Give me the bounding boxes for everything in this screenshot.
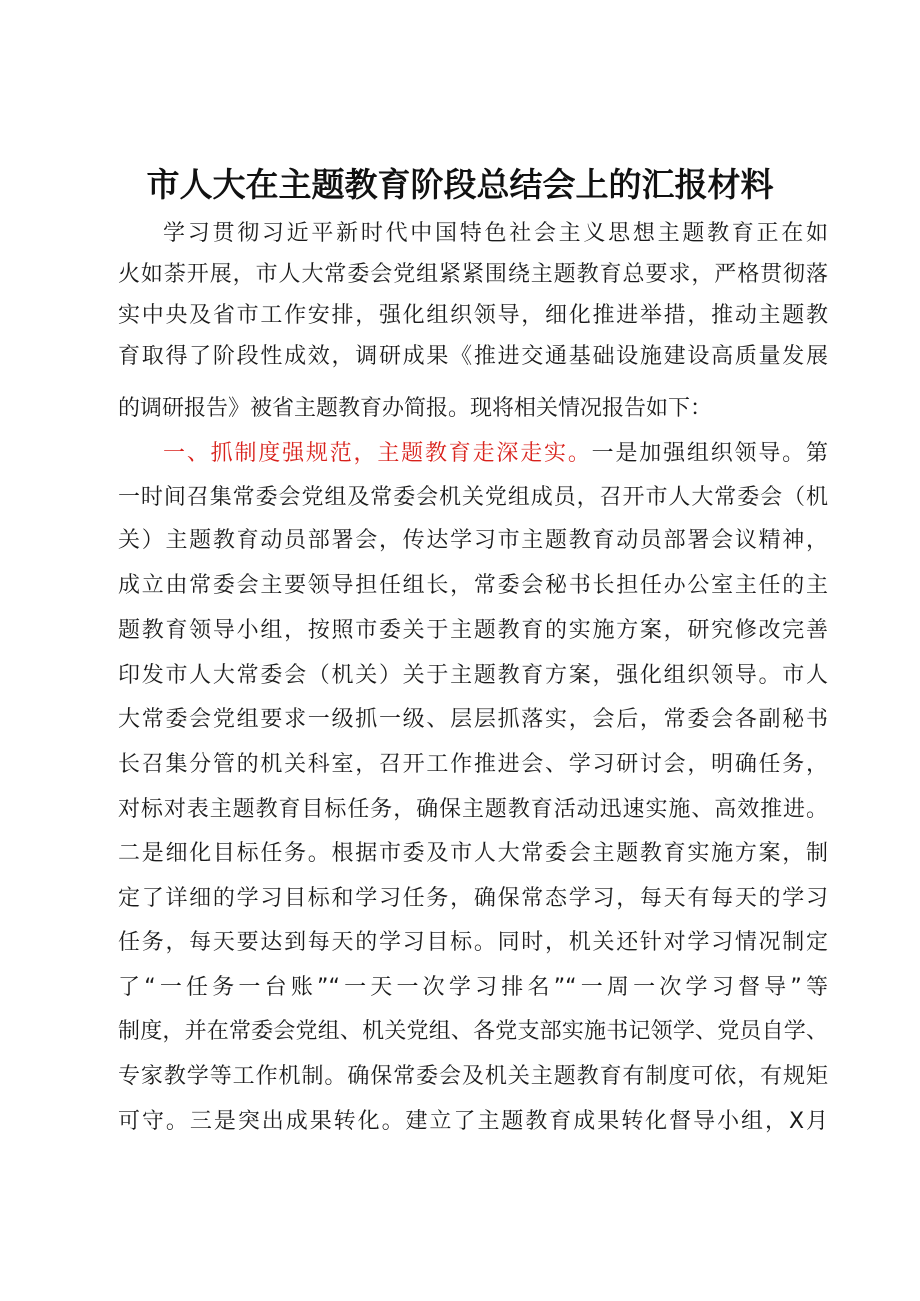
document-title: 市人大在主题教育阶段总结会上的汇报材料: [146, 165, 774, 204]
paragraph-line: 定了详细的学习目标和学习任务，确保常态学习，每天有每天的学习: [118, 886, 828, 911]
paragraph-line: 了“一任务一台账”“一天一次学习排名”“一周一次学习督导”等: [118, 975, 828, 1000]
paragraph-line: 火如荼开展，市人大常委会党组紧紧围绕主题教育总要求，严格贯彻落: [118, 262, 828, 287]
paragraph-line: 可守。三是突出成果转化。建立了主题教育成果转化督导小组，X月: [118, 1109, 828, 1134]
paragraph-line: 对标对表主题教育目标任务，确保主题教育活动迅速实施、高效推进。: [118, 797, 828, 822]
paragraph-line: 育取得了阶段性成效，调研成果《推进交通基础设施建设高质量发展: [118, 344, 828, 369]
paragraph-line: 长召集分管的机关科室，召开工作推进会、学习研讨会，明确任务，: [118, 752, 828, 777]
paragraph-line: 任务，每天要达到每天的学习目标。同时，机关还针对学习情况制定: [118, 930, 828, 955]
paragraph-line: 印发市人大常委会（机关）关于主题教育方案，强化组织领导。市人: [118, 663, 828, 688]
paragraph-line: 一时间召集常委会党组及常委会机关党组成员，召开市人大常委会（机: [118, 485, 828, 510]
paragraph-line: 题教育领导小组，按照市委关于主题教育的实施方案，研究修改完善: [118, 618, 828, 643]
paragraph-text: 一是加强组织领导。第: [591, 441, 828, 466]
paragraph-first-line: [163, 434, 828, 474]
paragraph-line: 关）主题教育动员部署会，传达学习市主题教育动员部署会议精神，: [118, 528, 828, 553]
section-heading: 一、抓制度强规范，主题教育走深走实。: [163, 441, 592, 466]
paragraph-line: 制度，并在常委会党组、机关党组、各党支部实施书记领学、党员自学、: [118, 1019, 828, 1044]
paragraph-line: 学习贯彻习近平新时代中国特色社会主义思想主题教育正在如: [163, 221, 828, 246]
paragraph-line: 大常委会党组要求一级抓一级、层层抓落实，会后，常委会各副秘书: [118, 707, 828, 732]
paragraph-line: 实中央及省市工作安排，强化组织领导，细化推进举措，推动主题教: [118, 303, 828, 328]
paragraph-line: 的调研报告》被省主题教育办简报。现将相关情况报告如下：: [118, 396, 713, 421]
paragraph-line: 二是细化目标任务。根据市委及市人大常委会主题教育实施方案，制: [118, 841, 828, 866]
paragraph-line: 成立由常委会主要领导担任组长，常委会秘书长担任办公室主任的主: [118, 573, 828, 598]
paragraph-line: 专家教学等工作机制。确保常委会及机关主题教育有制度可依，有规矩: [118, 1064, 828, 1089]
